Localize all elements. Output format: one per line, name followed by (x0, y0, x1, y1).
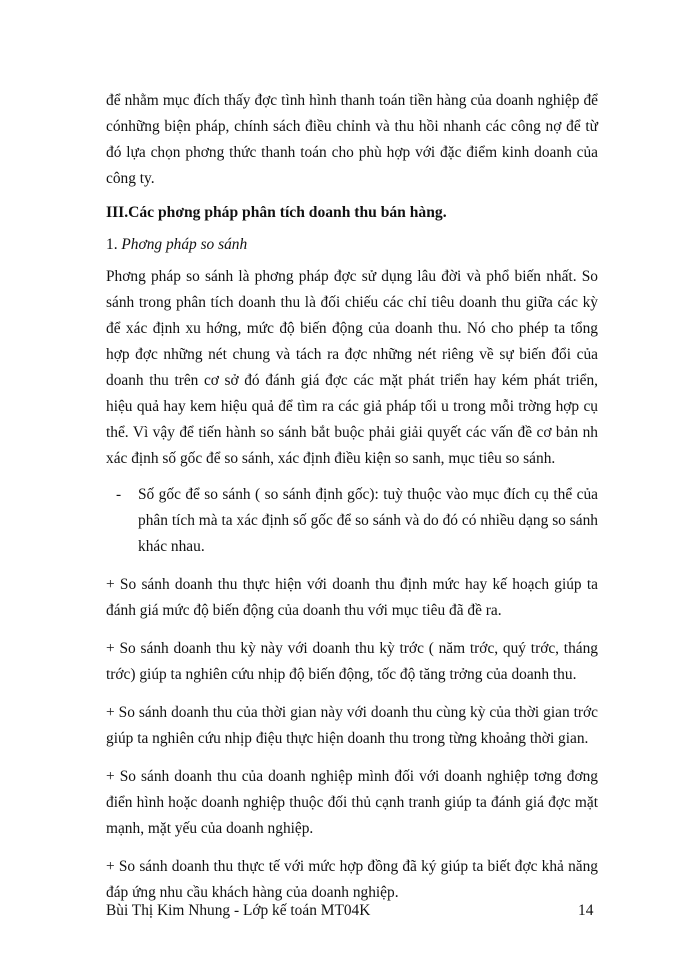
comparison-item: + So sánh doanh thu thực hiện với doanh thu định mức hay kế hoạch giúp ta đánh giá mức độ biến động của doanh thu với mục tiêu đã đề ra. (106, 576, 598, 619)
subsection-number: 1. (106, 236, 122, 253)
section-heading: III.Các phơng pháp phân tích doanh thu bán hàng. (106, 204, 447, 221)
comparison-item: + So sánh doanh thu thực tế với mức hợp đồng đã ký giúp ta biết đợc khả năng đáp ứng nhu cầu khách hàng của doanh nghiệp. (106, 858, 598, 901)
comparison-item: + So sánh doanh thu của doanh nghiệp mình đối với doanh nghiệp tơng đơng điển hình hoặc doanh nghiệp thuộc đối thủ cạnh tranh giúp ta đánh giá đợc mặt mạnh, mặt yếu của doanh nghiệp. (106, 768, 598, 837)
page-number: 14 (578, 902, 594, 919)
subsection-heading (106, 232, 598, 258)
method-paragraph: Phơng pháp so sánh là phơng pháp đợc sử dụng lâu đời và phổ biến nhất. So sánh trong phân tích doanh thu là đối chiếu các chỉ tiêu doanh thu giữa các kỳ để xác định xu hớng, mức độ biến động của doanh thu. Nó cho phép ta tổng hợp đợc những nét chung và tách ra đợc những nét riêng về sự biến đổi của doanh thu trên cơ sở đó đánh giá đợc các mặt phát triển hay kém phát triển, hiệu quả hay kem hiệu quả để tìm ra các giả pháp tối u trong mỗi trờng hợp cụ thể. Vì vậy để tiến hành so sánh bắt buộc phải giải quyết các vấn đề cơ bản nh xác định số gốc để so sánh, xác định điều kiện so sanh, mục tiêu so sánh. (106, 268, 598, 467)
bullet-marker: - (116, 486, 122, 503)
comparison-item: + So sánh doanh thu của thời gian này với doanh thu cùng kỳ của thời gian trớc giúp ta nghiên cứu nhịp điệu thực hiện doanh thu trong từng khoảng thời gian. (106, 704, 598, 747)
bullet-text: Số gốc để so sánh ( so sánh định gốc): tuỳ thuộc vào mục đích cụ thể của phân tích mà ta xác định số gốc để so sánh và do đó có nhiều dạng so sánh khác nhau. (138, 486, 598, 555)
comparison-item: + So sánh doanh thu kỳ này với doanh thu kỳ trớc ( năm trớc, quý trớc, tháng trớc) giúp ta nghiên cứu nhịp độ biến động, tốc độ tăng trởng của doanh thu. (106, 640, 598, 683)
intro-paragraph: để nhằm mục đích thấy đợc tình hình thanh toán tiền hàng của doanh nghiệp để cónhững biện pháp, chính sách điều chỉnh và thu hồi nhanh các công nợ để từ đó lựa chọn phơng thức thanh toán cho phù hợp với đặc điểm kinh doanh của công ty. (106, 92, 598, 187)
footer-author: Bùi Thị Kim Nhung - Lớp kế toán MT04K (106, 902, 371, 919)
document-body (106, 88, 598, 906)
bullet-item (116, 482, 598, 560)
subsection-title: Phơng pháp so sánh (121, 236, 248, 253)
